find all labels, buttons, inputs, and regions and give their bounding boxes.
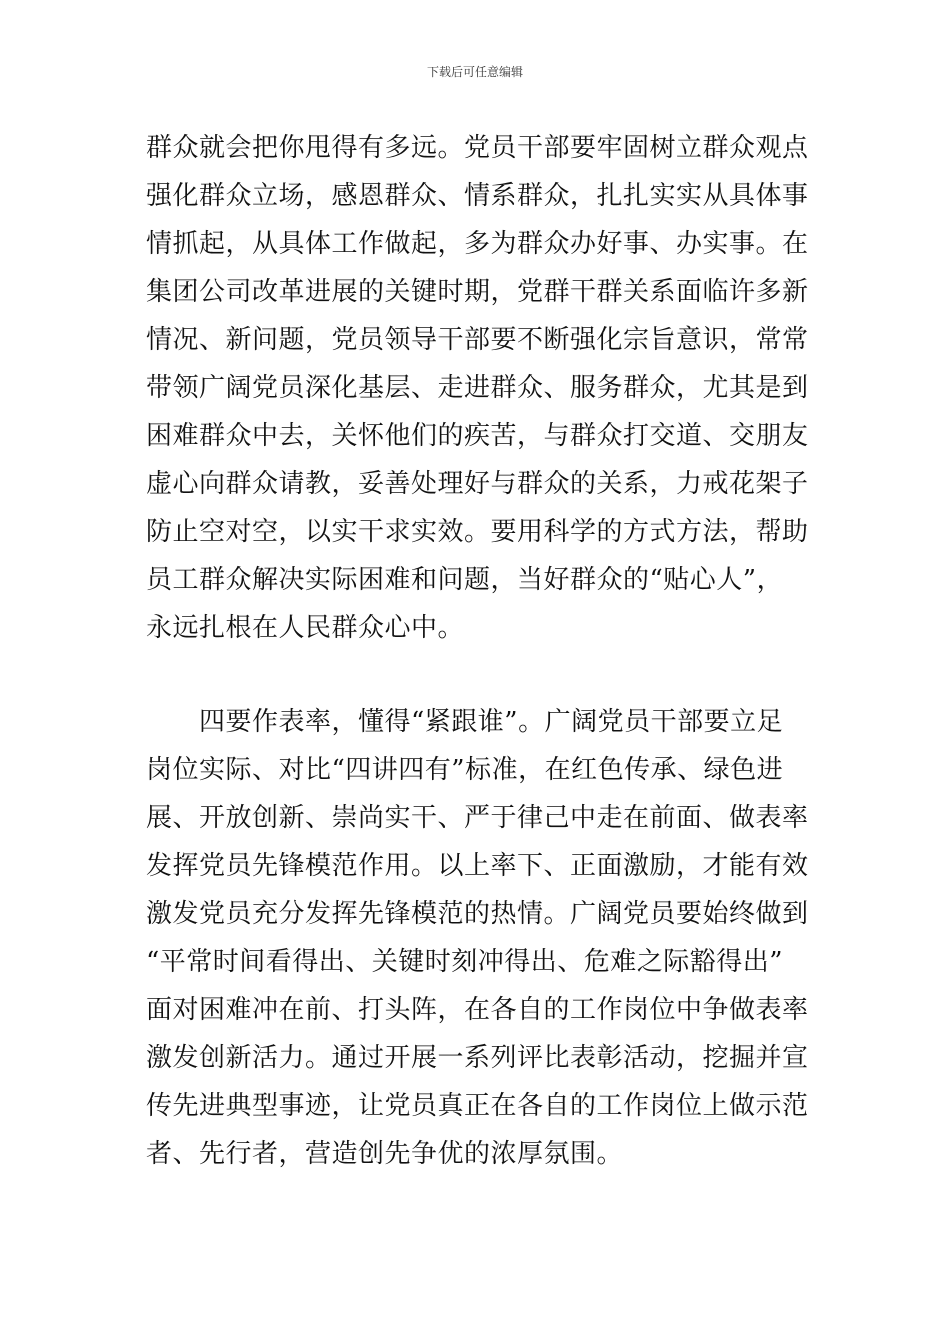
text-line: 虚心向群众请教，妥善处理好与群众的关系，力戒花架子	[146, 469, 809, 499]
text-line: 传先进典型事迹，让党员真正在各自的工作岗位上做示范	[146, 1091, 809, 1121]
text-line: 激发创新活力。通过开展一系列评比表彰活动，挖掘并宣	[146, 1043, 809, 1073]
document-body	[146, 124, 810, 1178]
text-line: 者、先行者，营造创先争优的浓厚氛围。	[146, 1139, 624, 1169]
text-line: 集团公司改革进展的关键时期，党群干群关系面临许多新	[146, 277, 809, 307]
text-line: 发挥党员先锋模范作用。以上率下、正面激励，才能有效	[146, 851, 809, 881]
text-line: 防止空对空，以实干求实效。要用科学的方式方法，帮助	[146, 517, 809, 547]
text-line: “平常时间看得出、关键时刻冲得出、危难之际豁得出”	[146, 947, 784, 977]
text-line: 情抓起，从具体工作做起，多为群众办好事、办实事。在	[146, 229, 809, 259]
text-line: 面对困难冲在前、打头阵，在各自的工作岗位中争做表率	[146, 995, 809, 1025]
text-line: 激发党员充分发挥先锋模范的热情。广阔党员要始终做到	[146, 899, 809, 929]
text-line: 员工群众解决实际困难和问题，当好群众的“贴心人”，	[146, 565, 784, 595]
text-line: 强化群众立场，感恩群众、情系群众，扎扎实实从具体事	[146, 181, 809, 211]
text-line: 四要作表率，懂得“紧跟谁”。广阔党员干部要立足	[146, 707, 784, 737]
text-line: 永远扎根在人民群众心中。	[146, 613, 465, 643]
paragraph-spacer	[146, 652, 810, 698]
text-line: 岗位实际、对比“四讲四有”标准，在红色传承、绿色进	[146, 755, 784, 785]
page-header: 下载后可任意编辑	[426, 65, 523, 79]
text-line: 情况、新问题，党员领导干部要不断强化宗旨意识，常常	[146, 325, 809, 355]
text-line: 群众就会把你甩得有多远。党员干部要牢固树立群众观点	[146, 133, 809, 163]
text-line: 带领广阔党员深化基层、走进群众、服务群众，尤其是到	[146, 373, 809, 403]
text-line: 展、开放创新、崇尚实干、严于律己中走在前面、做表率	[146, 803, 809, 833]
paragraph-2	[146, 698, 810, 1178]
paragraph-1	[146, 124, 810, 652]
text-line: 困难群众中去，关怀他们的疾苦，与群众打交道、交朋友	[146, 421, 809, 451]
